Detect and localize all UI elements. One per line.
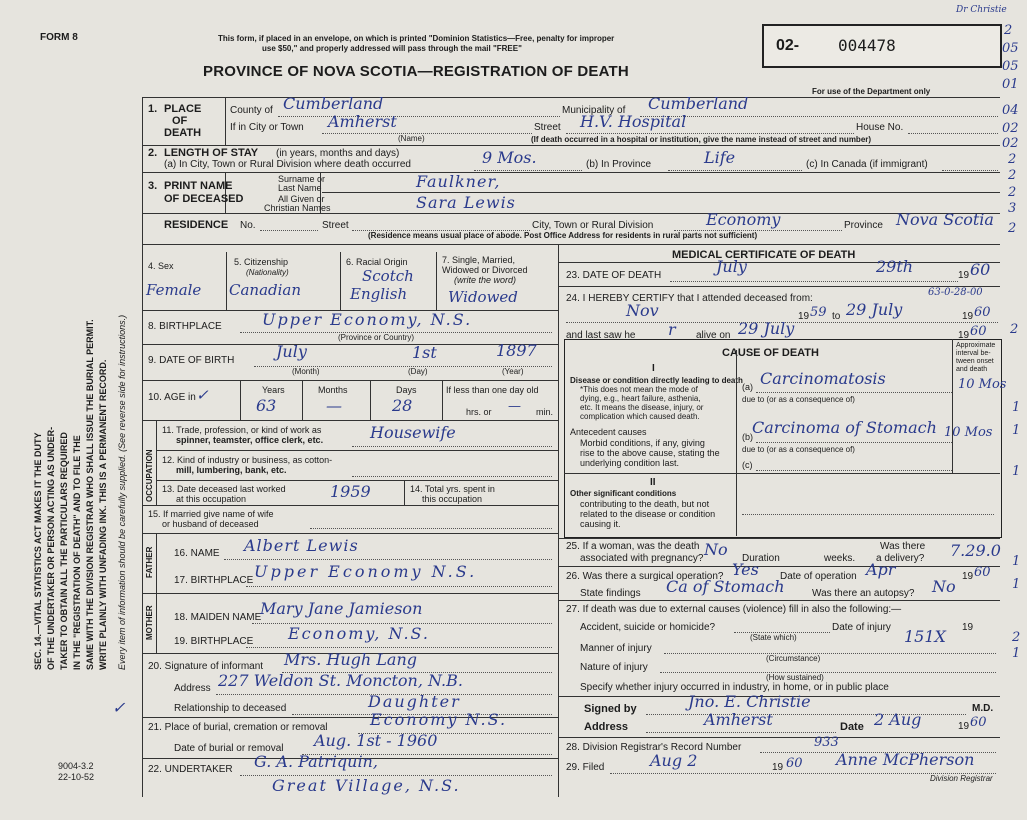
- certify-label: 24. I HEREBY CERTIFY that I attended deceased from:: [566, 293, 813, 304]
- filed-label: 29. Filed: [566, 762, 605, 773]
- cause-a-marker: (a): [742, 382, 753, 392]
- autopsy-value: No: [932, 577, 956, 596]
- surgery-date-label: Date of operation: [780, 571, 857, 582]
- injury-year-prefix: 19: [962, 622, 974, 633]
- interval-heading-1: Approximate: [956, 342, 996, 349]
- age-check-mark: ✓: [196, 386, 209, 404]
- alive-label: alive on: [696, 330, 731, 341]
- violence-code: 151X: [904, 627, 946, 646]
- filed-year: 60: [786, 756, 803, 771]
- side-code: 1: [1012, 554, 1021, 569]
- physician-address-value: Amherst: [704, 710, 773, 729]
- form-code-1: 9004-3.2: [58, 761, 94, 771]
- place-of-death-num: 1.: [148, 103, 158, 115]
- relationship-value: Daughter: [368, 692, 461, 711]
- signed-by-value: Jno. E. Christie: [688, 692, 811, 711]
- stay-num: 2.: [148, 147, 158, 159]
- last-worked-label-2: at this occupation: [176, 494, 247, 504]
- undertaker-label: 22. UNDERTAKER: [148, 764, 233, 775]
- alive-year-prefix: 19: [958, 330, 970, 341]
- sex-value: Female: [146, 281, 202, 299]
- dob-label: 9. DATE OF BIRTH: [148, 355, 235, 366]
- registration-number: 004478: [838, 36, 896, 55]
- burial-place-label: 21. Place of burial, cremation or removal: [148, 722, 328, 733]
- filed-value: Aug 2: [650, 751, 698, 770]
- attended-year-from: 59: [810, 305, 827, 320]
- name-sublabel: (Name): [398, 134, 425, 143]
- to-label: to: [832, 311, 841, 322]
- delivery-value: 7.29.0: [950, 541, 1001, 560]
- registrar-title: Division Registrar: [930, 774, 993, 783]
- circumstance-label: (Circumstance): [766, 654, 821, 663]
- total-years-label-1: 14. Total yrs. spent in: [410, 484, 495, 494]
- municipality-value: Cumberland: [648, 94, 749, 113]
- side-code: 2: [1008, 152, 1017, 167]
- day-sublabel: (Day): [408, 367, 428, 376]
- stay-b-value: Life: [704, 148, 736, 167]
- immediate-cause-note-3: etc. It means the disease, injury, or: [580, 403, 704, 412]
- surname-label-2: Last Name: [278, 183, 322, 193]
- year-prefix-from: 19: [798, 311, 810, 322]
- trade-label-1: 11. Trade, profession, or kind of work as: [162, 425, 322, 435]
- cause-b-marker: (b): [742, 432, 753, 442]
- antecedent-note-3: underlying condition last.: [580, 458, 680, 468]
- surgery-year-prefix: 19: [962, 571, 974, 582]
- registrar-signature: Anne McPherson: [836, 750, 975, 769]
- registrar-record-label: 28. Division Registrar's Record Number: [566, 742, 742, 753]
- nature-label: Nature of injury: [580, 662, 648, 673]
- state-which-label: (State which): [750, 633, 797, 642]
- dob-day-value: 1st: [412, 343, 437, 362]
- side-code: 2: [1008, 168, 1017, 183]
- stay-a-label: (a) In City, Town or Rural Division where death occurred: [164, 159, 411, 170]
- city-value: Amherst: [328, 112, 397, 131]
- other-conditions-note-1: contributing to the death, but not: [580, 499, 710, 509]
- signed-by-label: Signed by: [584, 703, 637, 715]
- stay-c-label: (c) In Canada (if immigrant): [806, 159, 928, 170]
- of-deceased-heading: OF DECEASED: [164, 193, 244, 205]
- surname-label: Surname or: [278, 174, 326, 184]
- surgery-label: 26. Was there a surgical operation?: [566, 571, 724, 582]
- mail-notice-line-1: This form, if placed in an envelope, on which is printed "Dominion Statistics—Free, penalty for improper: [218, 34, 615, 43]
- county-label: County of: [230, 105, 273, 116]
- occupation-side-label: OCCUPATION: [145, 449, 154, 502]
- delivery-label-2: a delivery?: [876, 553, 925, 564]
- manner-label: Manner of injury: [580, 643, 652, 654]
- pregnancy-value: No: [704, 540, 728, 559]
- side-code: 01: [1002, 77, 1019, 92]
- months-value: —: [326, 396, 342, 415]
- marital-value: Widowed: [448, 288, 518, 306]
- given-name-value: Sara Lewis: [416, 193, 516, 212]
- residence-province-label: Province: [844, 220, 883, 231]
- given-name-label-2: Christian Names: [264, 203, 331, 213]
- side-code: 05: [1002, 59, 1019, 74]
- attended-to-value: 29 July: [846, 300, 903, 319]
- death-year-prefix: 19: [958, 270, 970, 281]
- last-saw-value: r: [668, 320, 676, 339]
- physician-date-year: 60: [970, 715, 987, 730]
- residence-note: (Residence means usual place of abode. Post Office Address for residents in rural parts not sufficient): [368, 231, 758, 240]
- physician-year-prefix: 19: [958, 721, 970, 732]
- violence-label: 27. If death was due to external causes (violence) fill in also the following:—: [566, 604, 902, 615]
- less-than-day-dash: —: [508, 399, 521, 414]
- years-label: Years: [262, 385, 285, 395]
- physician-date-value: 2 Aug: [874, 710, 922, 729]
- informant-signature-label: 20. Signature of informant: [148, 661, 264, 672]
- side-code: 1: [1012, 646, 1021, 661]
- md-label: M.D.: [972, 703, 994, 714]
- racial-origin-label: 6. Racial Origin: [346, 257, 408, 267]
- street-value: H.V. Hospital: [580, 112, 687, 131]
- side-instruction: TAKER TO OBTAIN ALL THE PARTICULARS REQUIRED: [59, 432, 69, 670]
- findings-label: State findings: [580, 588, 641, 599]
- alive-year: 60: [970, 324, 987, 339]
- interval-heading-4: and death: [956, 366, 988, 373]
- last-worked-value: 1959: [330, 482, 371, 501]
- immediate-cause-note-2: dying, e.g., heart failure, asthenia,: [580, 394, 701, 403]
- marital-label-2: Widowed or Divorced: [442, 265, 528, 275]
- interval-heading-3: tween onset: [956, 358, 994, 365]
- stay-sublabel: (in years, months and days): [276, 148, 400, 159]
- due-to-label-1: due to (or as a consequence of): [742, 395, 855, 404]
- undertaker-value: G. A. Patriquin,: [254, 752, 378, 771]
- other-conditions-note-3: causing it.: [580, 519, 621, 529]
- year-prefix-to: 19: [962, 311, 974, 322]
- spouse-label-2: or husband of deceased: [162, 519, 259, 529]
- certify-code: 63-0-28-00: [928, 287, 983, 298]
- other-conditions-label: Other significant conditions: [570, 489, 677, 498]
- industry-label-1: 12. Kind of industry or business, as cotton-: [162, 455, 333, 465]
- informant-address-value: 227 Weldon St. Moncton, N.B.: [218, 671, 463, 690]
- surname-value: Faulkner,: [416, 172, 501, 191]
- check-mark: ✓: [112, 698, 126, 717]
- industry-label-2: mill, lumbering, bank, etc.: [176, 465, 287, 475]
- death-heading: DEATH: [164, 127, 202, 139]
- years-value: 63: [256, 396, 277, 415]
- top-right-annotation: Dr Christie: [956, 5, 1007, 15]
- side-code: 2: [1004, 23, 1013, 38]
- name-num: 3.: [148, 180, 158, 192]
- racial-origin-value-1: Scotch: [362, 267, 414, 285]
- side-instruction: SAME WITH THE DIVISION REGISTRAR WHO SHALL ISSUE THE BURIAL PERMIT.: [85, 319, 95, 670]
- informant-signature-value: Mrs. Hugh Lang: [284, 650, 418, 669]
- place-heading: PLACE: [164, 103, 202, 115]
- days-label: Days: [396, 385, 417, 395]
- stay-label: LENGTH OF STAY: [164, 147, 259, 159]
- immediate-cause-note-1: *This does not mean the mode of: [580, 385, 698, 394]
- mail-notice-line-2: use $50," and properly addressed will pass through the mail "FREE": [262, 44, 522, 53]
- birthplace-value: Upper Economy, N.S.: [262, 310, 473, 329]
- county-value: Cumberland: [283, 94, 384, 113]
- trade-label-2: spinner, teamster, office clerk, etc.: [176, 435, 324, 445]
- year-sublabel: (Year): [502, 367, 524, 376]
- of-heading: OF: [172, 115, 188, 127]
- registration-prefix: 02-: [776, 37, 800, 54]
- municipality-label: Municipality of: [562, 105, 626, 116]
- physician-address-label: Address: [584, 721, 629, 733]
- side-code: 2: [1008, 221, 1017, 236]
- pregnancy-label-1: 25. If a woman, was the death: [566, 541, 700, 552]
- burial-date-label: Date of burial or removal: [174, 743, 284, 754]
- informant-address-label: Address: [174, 683, 211, 694]
- accident-label: Accident, suicide or homicide?: [580, 622, 716, 633]
- mother-birthplace-value: Economy, N.S.: [288, 624, 431, 643]
- side-code: 1: [1012, 400, 1021, 415]
- cause-a-interval: 10 Mos: [958, 377, 1007, 392]
- side-code: 2: [1010, 322, 1019, 337]
- other-conditions-note-2: related to the disease or condition: [580, 509, 716, 519]
- stay-b-label: (b) In Province: [586, 159, 652, 170]
- months-label: Months: [318, 385, 348, 395]
- birthplace-label: 8. BIRTHPLACE: [148, 321, 222, 332]
- burial-place-value: Economy N.S.: [370, 710, 508, 729]
- death-year-value: 60: [970, 260, 991, 279]
- cause-b-value: Carcinoma of Stomach: [752, 418, 937, 437]
- filed-year-prefix: 19: [772, 762, 784, 773]
- weeks-label: weeks.: [824, 553, 856, 564]
- form-number: FORM 8: [40, 32, 78, 43]
- father-birthplace-value: Upper Economy N.S.: [254, 562, 478, 581]
- residence-label: RESIDENCE: [164, 219, 229, 231]
- residence-city-label: City, Town or Rural Division: [532, 220, 654, 231]
- attended-year-to: 60: [974, 305, 991, 320]
- trade-value: Housewife: [370, 423, 456, 442]
- interval-heading-2: interval be-: [956, 350, 991, 357]
- relationship-label: Relationship to deceased: [174, 703, 287, 714]
- birthplace-sublabel: (Province or Country): [338, 333, 415, 342]
- side-instruction: SEC. 14.—VITAL STATISTICS ACT MAKES IT THE DUTY: [33, 432, 43, 670]
- injury-date-label: Date of injury: [832, 622, 891, 633]
- minutes-label: min.: [536, 407, 554, 417]
- city-label: If in City or Town: [230, 122, 304, 133]
- street-label: Street: [534, 122, 561, 133]
- cause-b-interval: 10 Mos: [944, 425, 993, 440]
- side-code: 04: [1002, 103, 1019, 118]
- physician-date-label: Date: [840, 721, 864, 733]
- citizenship-label: 5. Citizenship: [234, 257, 289, 267]
- due-to-label-2: due to (or as a consequence of): [742, 445, 855, 454]
- side-instruction: OF THE UNDERTAKER OR PERSON ACTING AS UNDER-: [46, 426, 56, 670]
- part-one-label: I: [652, 363, 655, 374]
- father-name-label: 16. NAME: [174, 548, 220, 559]
- antecedent-label: Antecedent causes: [570, 427, 647, 437]
- institution-note: (If death occurred in a hospital or institution, give the name instead of street and number): [531, 135, 872, 144]
- father-side-label: FATHER: [145, 546, 154, 578]
- death-date-label: 23. DATE OF DEATH: [566, 270, 662, 281]
- surgery-value: Yes: [732, 560, 759, 579]
- cause-c-marker: (c): [742, 460, 753, 470]
- side-code: 3: [1008, 201, 1017, 216]
- how-sustained-label: (How sustained): [766, 673, 824, 682]
- findings-value: Ca of Stomach: [666, 577, 785, 596]
- surgery-year: 60: [974, 565, 991, 580]
- last-saw-label: and last saw he: [566, 330, 636, 341]
- residence-province-value: Nova Scotia: [896, 210, 994, 229]
- print-name-heading: PRINT NAME: [164, 180, 233, 192]
- citizenship-value: Canadian: [229, 281, 302, 299]
- racial-origin-value-2: English: [350, 285, 408, 303]
- dob-year-value: 1897: [496, 341, 537, 360]
- mother-side-label: MOTHER: [145, 605, 154, 640]
- alive-value: 29 July: [738, 319, 795, 338]
- pregnancy-label-2: associated with pregnancy?: [580, 553, 704, 564]
- part-two-label: II: [650, 477, 656, 488]
- immediate-cause-label: Disease or condition directly leading to death: [570, 376, 743, 385]
- given-name-label: All Given or: [278, 194, 325, 204]
- dob-month-value: July: [276, 342, 307, 361]
- residence-no-label: No.: [240, 220, 256, 231]
- medical-certificate-heading: MEDICAL CERTIFICATE OF DEATH: [672, 249, 856, 261]
- side-instruction: Every item of information should be carefully supplied. (See reverse side for instructions.): [117, 314, 127, 670]
- side-code: 1: [1012, 464, 1021, 479]
- attended-from-value: Nov: [626, 301, 659, 320]
- side-code: 2: [1008, 185, 1017, 200]
- mother-birthplace-label: 19. BIRTHPLACE: [174, 636, 254, 647]
- hours-label: hrs. or: [466, 407, 492, 417]
- less-than-day-label: If less than one day old: [446, 385, 539, 395]
- age-label: 10. AGE in: [148, 392, 196, 403]
- duration-label: Duration: [742, 553, 780, 564]
- month-sublabel: (Month): [292, 367, 320, 376]
- cause-of-death-heading: CAUSE OF DEATH: [722, 347, 819, 359]
- residence-city-value: Economy: [706, 210, 781, 229]
- immediate-cause-note-4: complication which caused death.: [580, 412, 700, 421]
- stay-a-value: 9 Mos.: [482, 148, 537, 167]
- side-code: 1: [1012, 577, 1021, 592]
- marital-label-1: 7. Single, Married,: [442, 255, 516, 265]
- mother-name-label: 18. MAIDEN NAME: [174, 612, 262, 623]
- delivery-label-1: Was there: [880, 541, 926, 552]
- side-instruction: IN THE "REGISTRATION OF DEATH" AND TO FILE THE: [72, 435, 82, 670]
- last-worked-label-1: 13. Date deceased last worked: [162, 484, 286, 494]
- spouse-label-1: 15. If married give name of wife: [148, 509, 274, 519]
- citizenship-sublabel: (Nationality): [246, 268, 289, 277]
- antecedent-note-2: rise to the above cause, stating the: [580, 448, 720, 458]
- registrar-record-value: 933: [814, 735, 839, 750]
- side-code: 2: [1012, 630, 1021, 645]
- father-birthplace-label: 17. BIRTHPLACE: [174, 575, 254, 586]
- cause-a-value: Carcinomatosis: [760, 369, 886, 388]
- surgery-date-value: Apr: [866, 560, 896, 579]
- registration-number-box: [762, 24, 1002, 68]
- antecedent-note-1: Morbid conditions, if any, giving: [580, 438, 705, 448]
- burial-date-value: Aug. 1st - 1960: [314, 731, 438, 750]
- department-use-label: For use of the Department only: [812, 87, 931, 96]
- side-code: 02: [1002, 136, 1019, 151]
- undertaker-address: Great Village, N.S.: [272, 776, 461, 795]
- side-instruction: WRITE PLAINLY WITH UNFADING INK. THIS IS A PERMANENT RECORD.: [98, 359, 108, 670]
- days-value: 28: [392, 396, 413, 415]
- residence-street-label: Street: [322, 220, 349, 231]
- side-code: 05: [1002, 41, 1019, 56]
- autopsy-label: Was there an autopsy?: [812, 588, 915, 599]
- sex-label: 4. Sex: [148, 261, 174, 271]
- death-month-value: July: [716, 257, 747, 276]
- form-code-2: 22-10-52: [58, 772, 95, 782]
- specify-label: Specify whether injury occurred in industry, in home, or in public place: [580, 682, 889, 693]
- side-code: 02: [1002, 121, 1019, 136]
- death-day-value: 29th: [876, 257, 914, 276]
- house-label: House No.: [856, 122, 904, 133]
- total-years-label-2: this occupation: [422, 494, 483, 504]
- mother-name-value: Mary Jane Jamieson: [260, 599, 423, 618]
- father-name-value: Albert Lewis: [244, 536, 359, 555]
- form-title: PROVINCE OF NOVA SCOTIA—REGISTRATION OF DEATH: [203, 63, 629, 80]
- side-code: 1: [1012, 423, 1021, 438]
- marital-label-3: (write the word): [454, 275, 517, 285]
